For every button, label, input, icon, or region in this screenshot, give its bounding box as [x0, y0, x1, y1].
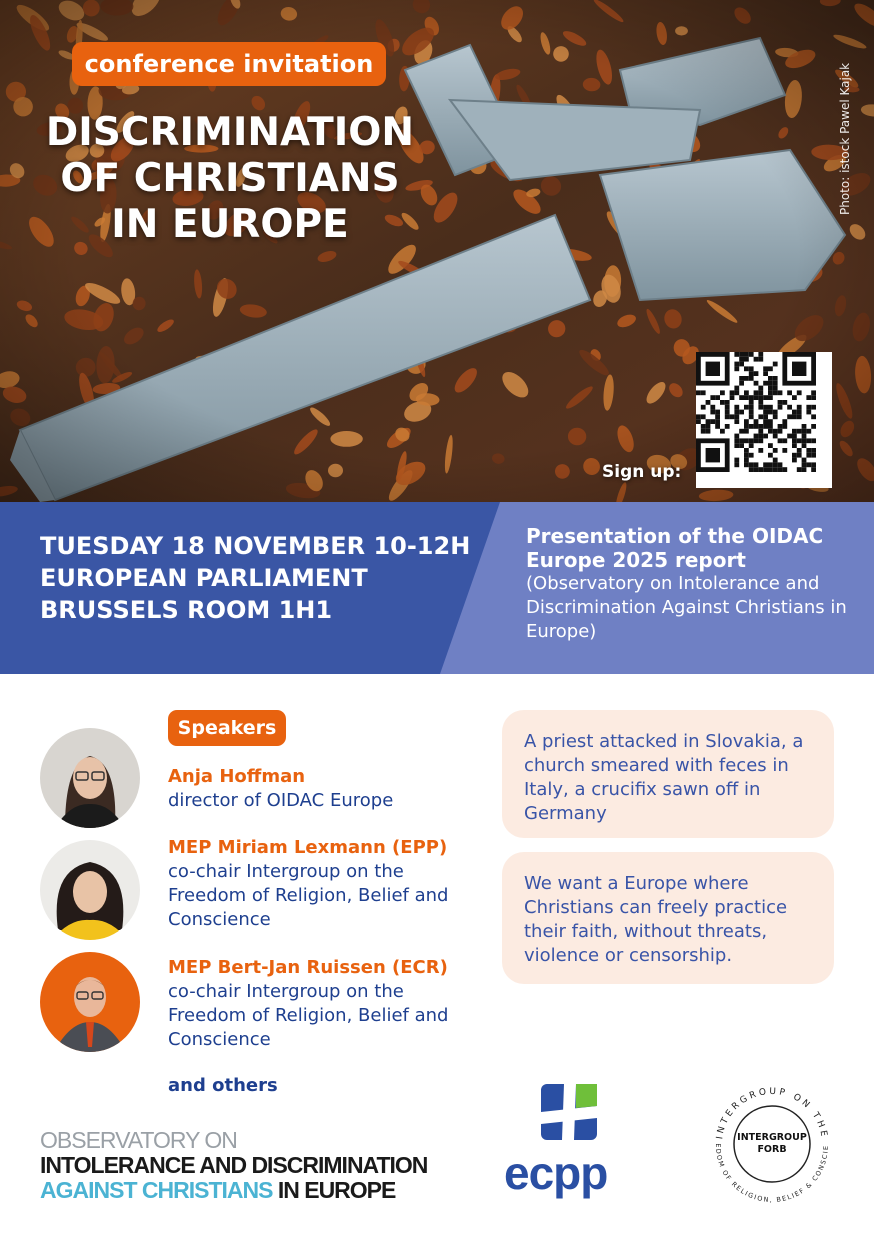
forb-ring-top: INTERGROUP ON THE	[715, 1086, 829, 1140]
report-presentation	[526, 524, 856, 644]
forb-seal-icon	[704, 1076, 840, 1212]
forb-center-line-1: INTERGROUP	[737, 1132, 807, 1143]
speaker-3	[168, 956, 468, 1052]
avatar-bert-jan-ruissen	[40, 952, 140, 1052]
event-room: BRUSSELS ROOM 1H1	[40, 596, 333, 624]
speaker-role: co-chair Intergroup on the Freedom of Religion, Belief and Conscience	[168, 861, 449, 930]
oidac-logo-line-3	[40, 1178, 427, 1203]
signup-qr-code[interactable]	[696, 352, 832, 488]
event-venue: EUROPEAN PARLIAMENT	[40, 564, 368, 592]
forb-center-line-2: FORB	[757, 1144, 787, 1155]
avatar-miriam-lexmann	[40, 840, 140, 940]
speaker-role: director of OIDAC Europe	[168, 790, 394, 811]
conference-invitation-tag: conference invitation	[72, 42, 386, 86]
speaker-name: Anja Hoffman	[168, 766, 306, 787]
page-title	[40, 110, 420, 248]
speaker-2	[168, 836, 468, 932]
photo-credit: Photo: istock Pawel Kajak	[838, 62, 852, 215]
oidac-logo-line-2: INTOLERANCE AND DISCRIMINATION	[40, 1152, 428, 1178]
report-subtitle: (Observatory on Intolerance and Discrimination Against Christians in Europe)	[526, 573, 847, 642]
quote-text: A priest attacked in Slovakia, a church smeared with feces in Italy, a crucifix sawn off in Germany	[524, 731, 804, 824]
quote-text: We want a Europe where Christians can freely practice their faith, without threats, violence or censorship.	[524, 873, 788, 966]
signup-label: Sign up:	[602, 462, 682, 482]
speaker-name: MEP Bert-Jan Ruissen (ECR)	[168, 957, 448, 978]
speaker-role: co-chair Intergroup on the Freedom of Religion, Belief and Conscience	[168, 981, 449, 1050]
speaker-1	[168, 765, 468, 813]
title-line-3: IN EUROPE	[111, 202, 349, 247]
forb-ring-bottom: EDOM OF RELIGION, BELIEF & CONSCIE	[713, 1143, 831, 1205]
oidac-logo-line-3a: AGAINST CHRISTIANS	[40, 1177, 273, 1203]
ecpp-cross-icon	[500, 1080, 640, 1150]
report-title: Presentation of the OIDAC Europe 2025 report	[526, 524, 824, 572]
speaker-name: MEP Miriam Lexmann (EPP)	[168, 837, 448, 858]
quote-box-1	[502, 710, 834, 838]
oidac-logo	[40, 1128, 427, 1203]
title-line-2: OF CHRISTIANS	[60, 156, 400, 201]
and-others: and others	[168, 1075, 278, 1096]
hero-photo	[0, 0, 874, 502]
oidac-logo-line-1: OBSERVATORY ON	[40, 1127, 237, 1153]
oidac-logo-line-3b: IN EUROPE	[272, 1177, 396, 1203]
event-details	[40, 530, 470, 626]
event-date: TUESDAY 18 NOVEMBER 10-12H	[40, 532, 471, 560]
quote-box-2	[502, 852, 834, 984]
intergroup-forb-logo	[704, 1076, 840, 1212]
qr-code-icon	[696, 352, 816, 472]
speakers-label: Speakers	[168, 710, 286, 746]
ecpp-wordmark: ecpp	[504, 1147, 608, 1199]
avatar-anja-hoffman	[40, 728, 140, 828]
title-line-1: DISCRIMINATION	[45, 110, 415, 155]
